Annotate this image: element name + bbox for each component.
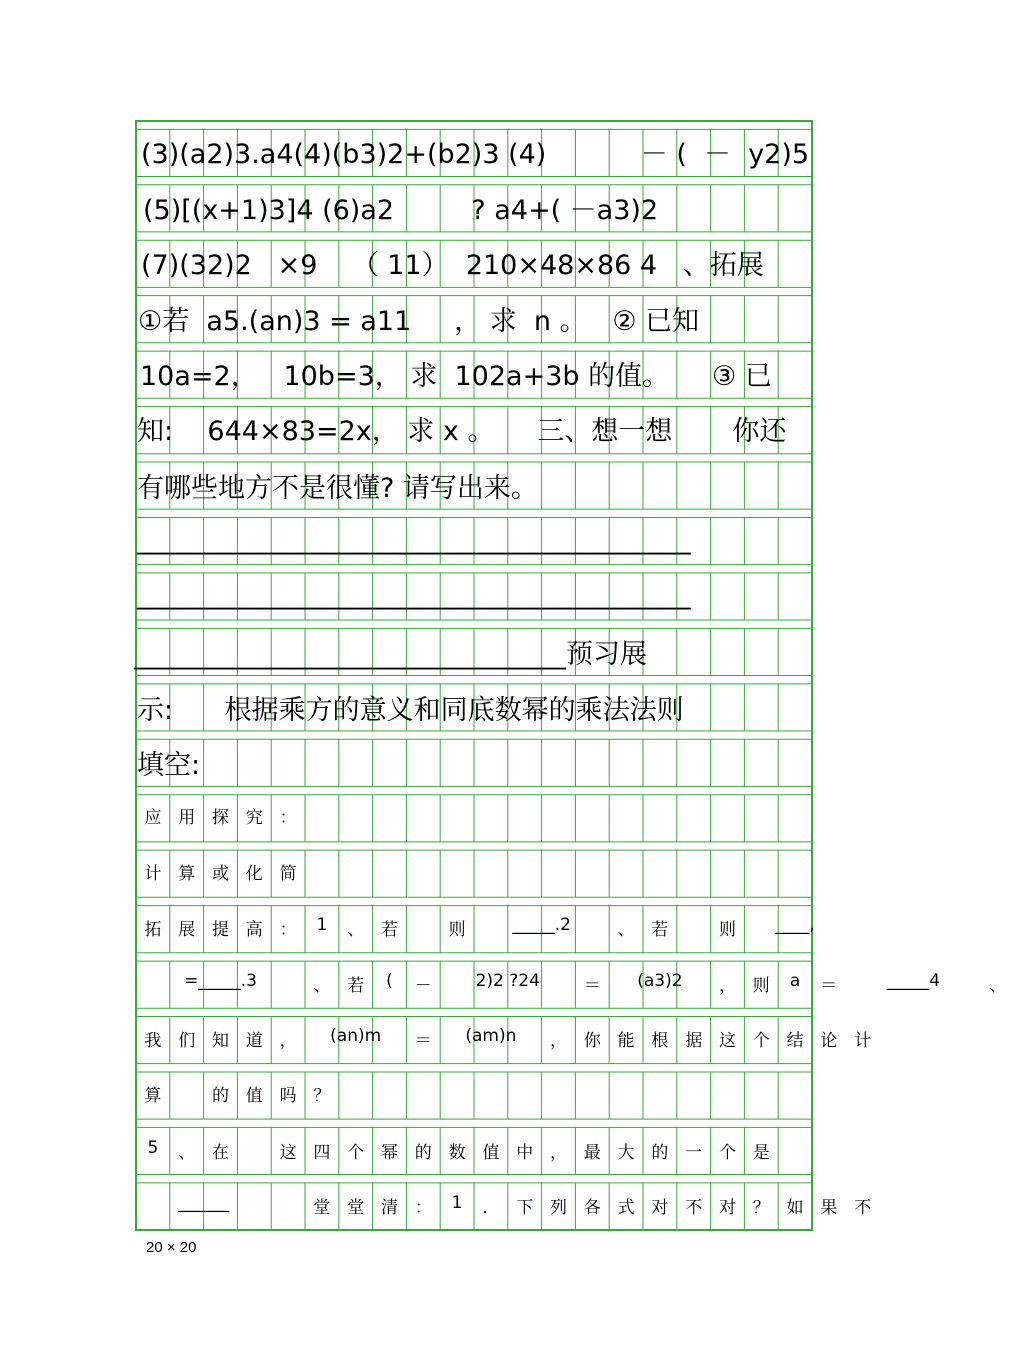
cell-text: _____.2 (512, 915, 571, 935)
cell-text: ， (279, 1031, 297, 1051)
cell-text: 道 (245, 1031, 263, 1051)
cell-text: 展 (178, 920, 196, 940)
cell-text: 对 (718, 1198, 736, 1218)
cell-text: 我 (144, 1031, 162, 1051)
cell-text: 1 (451, 1193, 463, 1213)
cell-text: 中 (516, 1143, 534, 1163)
text-line-4: ①若 a5.(an)3 = a11 ， 求 n 。 ② 已知 (138, 306, 700, 337)
cell-text: (an)m (330, 1026, 382, 1046)
cell-text: 拓 (144, 920, 162, 940)
cell-text: 个 (347, 1143, 365, 1163)
cell-text: 算 (144, 1086, 162, 1106)
cell-text: 是 (752, 1143, 770, 1163)
cell-text: (am)n (465, 1026, 517, 1046)
cell-text: 一 (685, 1143, 703, 1163)
cell-text: ＝ (583, 976, 601, 996)
cell-text: 不 (854, 1198, 872, 1218)
cell-text: － (414, 976, 432, 996)
text-line-12: 填空: (137, 750, 201, 781)
text-line-2: (5)[(x+1)3]4 (6)a2 ? a4+( －a3)2 (143, 195, 659, 226)
cell-text: 的 (211, 1086, 229, 1106)
cell-text: 你 (583, 1031, 601, 1051)
cell-text: 下 (516, 1198, 534, 1218)
cell-text: 值 (482, 1143, 500, 1163)
cell-text: 大 (617, 1143, 635, 1163)
text-line-10: ________________________________预习展 (134, 639, 647, 670)
cell-text: 简 (279, 864, 297, 884)
cell-text: 清 (380, 1198, 398, 1218)
cell-text: 则 (718, 920, 736, 940)
cell-text: ？ (313, 1086, 331, 1106)
cell-text: 们 (178, 1031, 196, 1051)
cell-text: ， (549, 1031, 567, 1051)
underline-line-2: _________________________________________ (137, 579, 691, 610)
cell-text: ， (718, 976, 736, 996)
cell-text: 则 (752, 976, 770, 996)
cell-text: 这 (718, 1031, 736, 1051)
cell-text: 能 (617, 1031, 635, 1051)
cell-text: 算 (178, 864, 196, 884)
cell-text: 吗 (279, 1086, 297, 1106)
cell-text: 式 (617, 1198, 635, 1218)
cell-text: ： (279, 808, 297, 828)
cell-text: 个 (752, 1031, 770, 1051)
cell-text: 如 (786, 1198, 804, 1218)
cell-text: 若 (380, 920, 398, 940)
cell-text: 应 (144, 808, 162, 828)
cell-text: 提 (211, 920, 229, 940)
text-line-5: 10a=2， 10b=3， 求 102a+3b 的值。 ③ 已 (140, 361, 772, 392)
cell-text: ____, (775, 915, 815, 935)
cell-text: 探 (211, 808, 229, 828)
cell-text: 对 (651, 1198, 669, 1218)
text-line-1: (3)(a2)3.a4(4)(b3)2+(b2)3 (4) － ( － y2)5 (141, 139, 810, 170)
cell-text: 论 (820, 1031, 838, 1051)
cell-text: ． (482, 1198, 500, 1218)
cell-text: 究 (245, 808, 263, 828)
cell-text: 化 (245, 864, 263, 884)
cell-text: 计 (854, 1031, 872, 1051)
cell-text: 用 (178, 808, 196, 828)
cell-text: 或 (211, 864, 229, 884)
text-line-7: 有哪些地方不是很懂? 请写出来。 (137, 473, 538, 504)
grid-size-label: 20 × 20 (146, 1239, 197, 1256)
cell-text: 、 (347, 920, 365, 940)
cell-text: 根 (651, 1031, 669, 1051)
cell-text: 据 (685, 1031, 703, 1051)
cell-text: 列 (549, 1198, 567, 1218)
cell-text: 四 (313, 1143, 331, 1163)
cell-text: 果 (820, 1198, 838, 1218)
cell-text: a (789, 971, 801, 991)
cell-text: 的 (414, 1143, 432, 1163)
cell-text: ＝ (820, 976, 838, 996)
cell-text: _____4 (886, 971, 941, 991)
cell-text: 的 (651, 1143, 669, 1163)
cell-text: 知 (211, 1031, 229, 1051)
underline-line-1: _________________________________________ (137, 524, 691, 555)
cell-text: 计 (144, 864, 162, 884)
text-line-11: 示: 根据乘方的意义和同底数幂的乘法法则 (137, 695, 684, 726)
cell-text: ______ (178, 1193, 230, 1213)
cell-text: 在 (211, 1143, 229, 1163)
cell-text: 不 (685, 1198, 703, 1218)
cell-text: ？ (752, 1198, 770, 1218)
cell-text: 、 (178, 1143, 196, 1163)
cell-text: 5 (147, 1138, 159, 1158)
cell-text: ( (386, 971, 393, 991)
cell-text: 高 (245, 920, 263, 940)
cell-text: 这 (279, 1143, 297, 1163)
cell-text: 、 (617, 920, 635, 940)
cell-text: 若 (651, 920, 669, 940)
text-line-6: 知: 644×83=2x， 求 x 。 三、想一想 你还 (137, 416, 787, 447)
cell-text: (a3)2 (637, 971, 683, 991)
cell-text: ： (279, 920, 297, 940)
cell-text: 数 (448, 1143, 466, 1163)
cell-text: ： (414, 1198, 432, 1218)
cell-text: 幂 (380, 1143, 398, 1163)
cell-text: 、 (313, 976, 331, 996)
cell-text: 堂 (347, 1198, 365, 1218)
cell-text: 值 (245, 1086, 263, 1106)
cell-text: =_____.3 (184, 971, 257, 991)
cell-text: 结 (786, 1031, 804, 1051)
cell-text: 1 (316, 915, 328, 935)
cell-text: 各 (583, 1198, 601, 1218)
cell-text: 最 (583, 1143, 601, 1163)
text-line-3: (7)(32)2 ×9 （ 11） 210×48×86 4 、拓展 (141, 250, 764, 281)
cell-text: 则 (448, 920, 466, 940)
cell-text: 2)2 ?24 (475, 971, 540, 991)
cell-text: 若 (347, 976, 365, 996)
cell-text: 、 (989, 976, 1007, 996)
cell-text: 堂 (313, 1198, 331, 1218)
cell-text: ＝ (414, 1031, 432, 1051)
cell-text: ， (549, 1143, 567, 1163)
cell-text: 个 (718, 1143, 736, 1163)
